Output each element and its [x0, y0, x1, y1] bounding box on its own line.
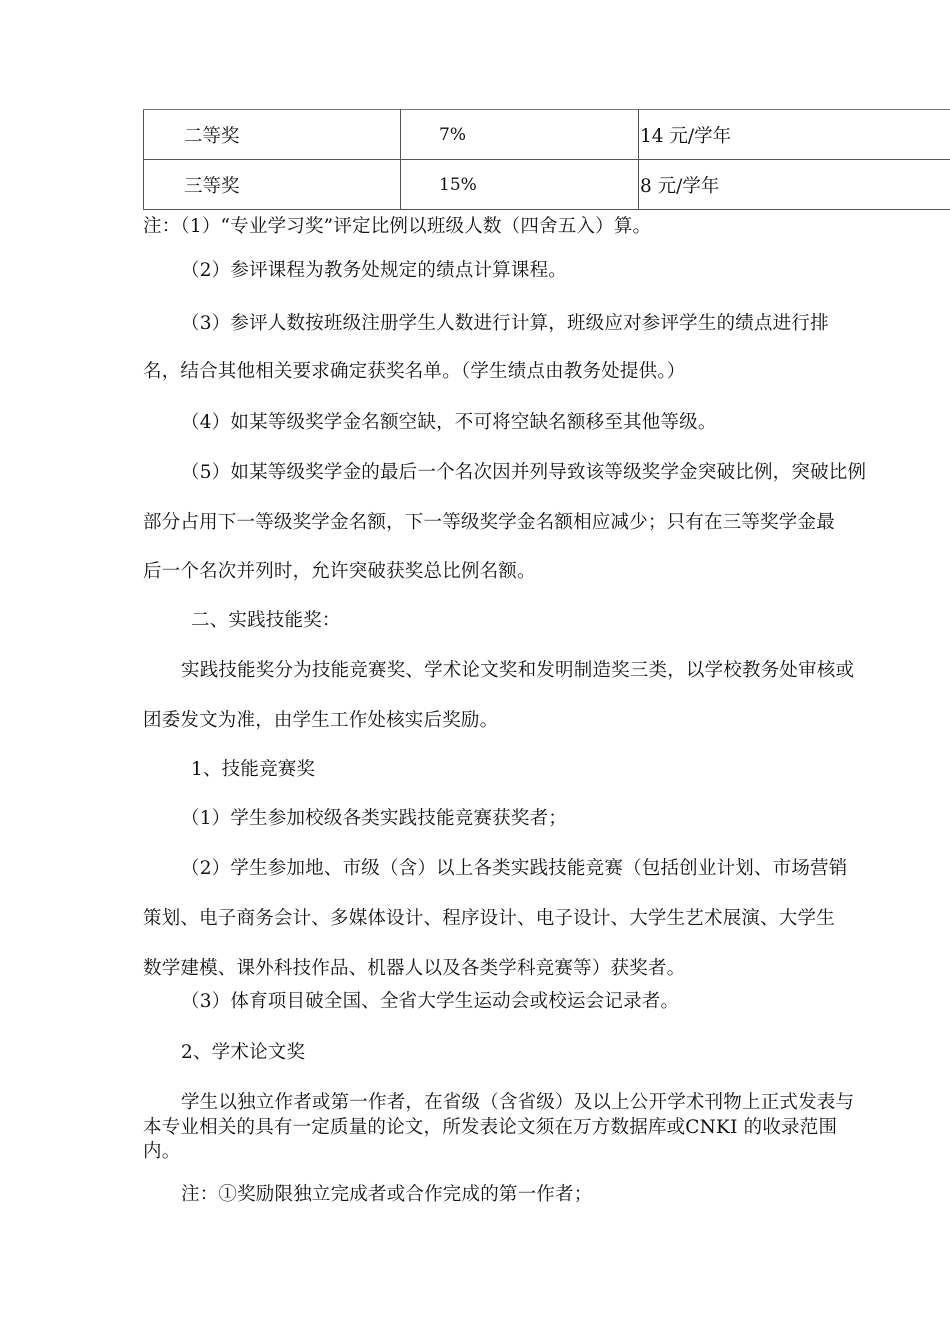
subheading-skill-competition: 1、技能竞赛奖 [191, 759, 316, 780]
note-2: （2）参评课程为教务处规定的绩点计算课程。 [181, 260, 567, 281]
paper-note: 注：①奖励限独立完成者或合作完成的第一作者； [181, 1184, 593, 1205]
skill-item-2-line-3: 数学建模、课外科技作品、机器人以及各类学科竞赛等）获奖者。 [143, 958, 686, 979]
paper-text-line-2: 本专业相关的具有一定质量的论文，所发表论文须在万方数据库或CNKI 的收录范围 [143, 1117, 838, 1138]
note-1: 注：（1）“专业学习奖”评定比例以班级人数（四舍五入）算。 [143, 216, 652, 237]
section-intro-line-1: 实践技能奖分为技能竞赛奖、学术论文奖和发明制造奖三类，以学校教务处审核或 [181, 660, 855, 681]
paper-text-line-1: 学生以独立作者或第一作者，在省级（含省级）及以上公开学术刊物上正式发表与 [181, 1092, 855, 1113]
skill-item-1: （1）学生参加校级各类实践技能竞赛获奖者； [181, 808, 567, 829]
note-5-line-3: 后一个名次并列时，允许突破获奖总比例名额。 [143, 561, 536, 582]
note-3-line-1: （3）参评人数按班级注册学生人数进行计算，班级应对参评学生的绩点进行排 [181, 313, 829, 334]
table-row [144, 110, 950, 160]
paper-text-line-3: 内。 [143, 1141, 181, 1162]
section-intro-line-2: 团委发文为准，由学生工作处核实后奖励。 [143, 710, 499, 731]
section-heading-practice-skills: 二、实践技能奖： [191, 610, 341, 631]
skill-item-2-line-2: 策划、电子商务会计、多媒体设计、程序设计、电子设计、大学生艺术展演、大学生 [143, 908, 835, 929]
skill-item-2-line-1: （2）学生参加地、市级（含）以上各类实践技能竞赛（包括创业计划、市场营销 [181, 858, 848, 879]
table-cell-amount: 8 元/学年 [639, 160, 950, 210]
subheading-academic-paper: 2、学术论文奖 [181, 1042, 306, 1063]
table-row [144, 160, 950, 210]
table-cell-amount: 14 元/学年 [639, 110, 950, 160]
note-3-line-2: 名，结合其他相关要求确定获奖名单。（学生绩点由教务处提供。） [143, 361, 686, 382]
award-ratio-table [143, 109, 950, 210]
note-5-line-2: 部分占用下一等级奖学金名额，下一等级奖学金名额相应减少；只有在三等奖学金最 [143, 512, 835, 533]
table-cell-level: 二等奖 [144, 110, 401, 160]
note-4: （4）如某等级奖学金名额空缺，不可将空缺名额移至其他等级。 [181, 412, 717, 433]
skill-item-3: （3）体育项目破全国、全省大学生运动会或校运会记录者。 [181, 991, 680, 1012]
table-cell-level: 三等奖 [144, 160, 401, 210]
table-cell-ratio: 7% [401, 110, 639, 160]
note-5-line-1: （5）如某等级奖学金的最后一个名次因并列导致该等级奖学金突破比例，突破比例 [181, 462, 867, 483]
table-cell-ratio: 15% [401, 160, 639, 210]
